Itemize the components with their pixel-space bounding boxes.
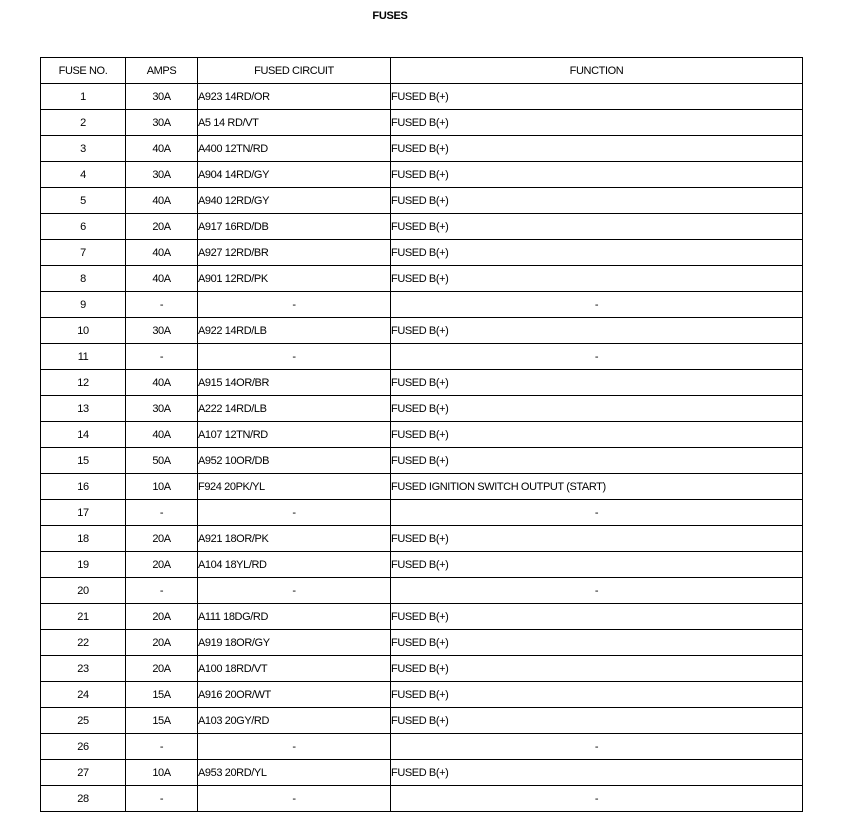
cell-fuse-no: 21 (41, 604, 126, 630)
cell-amps: 40A (126, 240, 198, 266)
cell-function: - (391, 500, 803, 526)
cell-fused-circuit: - (198, 292, 391, 318)
cell-function: FUSED B(+) (391, 110, 803, 136)
cell-fuse-no: 15 (41, 448, 126, 474)
table-body (41, 84, 803, 812)
cell-function: FUSED B(+) (391, 630, 803, 656)
cell-fuse-no: 7 (41, 240, 126, 266)
cell-function: FUSED B(+) (391, 708, 803, 734)
cell-amps: - (126, 578, 198, 604)
cell-fused-circuit: A901 12RD/PK (198, 266, 391, 292)
cell-function: FUSED B(+) (391, 214, 803, 240)
cell-fused-circuit: A927 12RD/BR (198, 240, 391, 266)
cell-fused-circuit: A915 14OR/BR (198, 370, 391, 396)
cell-fused-circuit: - (198, 500, 391, 526)
cell-fuse-no: 24 (41, 682, 126, 708)
cell-fuse-no: 14 (41, 422, 126, 448)
cell-amps: - (126, 786, 198, 812)
cell-fuse-no: 11 (41, 344, 126, 370)
cell-function: FUSED B(+) (391, 240, 803, 266)
cell-fused-circuit: A222 14RD/LB (198, 396, 391, 422)
cell-amps: - (126, 500, 198, 526)
header-fused-circuit: FUSED CIRCUIT (198, 58, 391, 84)
cell-fused-circuit: A103 20GY/RD (198, 708, 391, 734)
cell-amps: - (126, 344, 198, 370)
cell-fused-circuit: A100 18RD/VT (198, 656, 391, 682)
cell-fused-circuit: A104 18YL/RD (198, 552, 391, 578)
table-row (41, 734, 803, 760)
cell-fuse-no: 1 (41, 84, 126, 110)
cell-fuse-no: 13 (41, 396, 126, 422)
cell-fused-circuit: A953 20RD/YL (198, 760, 391, 786)
cell-function: FUSED B(+) (391, 682, 803, 708)
table-row (41, 110, 803, 136)
cell-amps: 10A (126, 474, 198, 500)
table-row (41, 500, 803, 526)
cell-fuse-no: 25 (41, 708, 126, 734)
table-row (41, 344, 803, 370)
cell-amps: 15A (126, 708, 198, 734)
table-row (41, 786, 803, 812)
cell-fuse-no: 6 (41, 214, 126, 240)
table-row (41, 760, 803, 786)
cell-fuse-no: 3 (41, 136, 126, 162)
cell-fuse-no: 23 (41, 656, 126, 682)
table-row (41, 630, 803, 656)
cell-function: FUSED B(+) (391, 318, 803, 344)
cell-fused-circuit: A921 18OR/PK (198, 526, 391, 552)
cell-function: - (391, 344, 803, 370)
header-function: FUNCTION (391, 58, 803, 84)
table-row (41, 682, 803, 708)
table-row (41, 474, 803, 500)
cell-function: - (391, 734, 803, 760)
cell-fuse-no: 4 (41, 162, 126, 188)
cell-amps: 30A (126, 110, 198, 136)
cell-fused-circuit: A5 14 RD/VT (198, 110, 391, 136)
cell-fused-circuit: - (198, 734, 391, 760)
table-row (41, 292, 803, 318)
cell-function: FUSED B(+) (391, 188, 803, 214)
cell-fused-circuit: A111 18DG/RD (198, 604, 391, 630)
cell-fuse-no: 28 (41, 786, 126, 812)
cell-amps: 20A (126, 656, 198, 682)
cell-amps: 15A (126, 682, 198, 708)
cell-function: FUSED IGNITION SWITCH OUTPUT (START) (391, 474, 803, 500)
table-row (41, 708, 803, 734)
table-row (41, 266, 803, 292)
table-row (41, 318, 803, 344)
cell-fused-circuit: A400 12TN/RD (198, 136, 391, 162)
cell-function: - (391, 786, 803, 812)
cell-function: FUSED B(+) (391, 396, 803, 422)
table-row (41, 162, 803, 188)
cell-function: FUSED B(+) (391, 266, 803, 292)
cell-fuse-no: 16 (41, 474, 126, 500)
cell-amps: 30A (126, 318, 198, 344)
cell-function: FUSED B(+) (391, 526, 803, 552)
cell-fused-circuit: A916 20OR/WT (198, 682, 391, 708)
table-row (41, 136, 803, 162)
cell-fuse-no: 10 (41, 318, 126, 344)
cell-amps: 20A (126, 630, 198, 656)
cell-fused-circuit: - (198, 578, 391, 604)
table-row (41, 448, 803, 474)
cell-fused-circuit: F924 20PK/YL (198, 474, 391, 500)
cell-amps: 20A (126, 214, 198, 240)
cell-function: FUSED B(+) (391, 370, 803, 396)
cell-fused-circuit: A923 14RD/OR (198, 84, 391, 110)
cell-fuse-no: 2 (41, 110, 126, 136)
cell-fuse-no: 27 (41, 760, 126, 786)
cell-fused-circuit: A917 16RD/DB (198, 214, 391, 240)
cell-amps: 20A (126, 604, 198, 630)
cell-fuse-no: 19 (41, 552, 126, 578)
table-row (41, 396, 803, 422)
header-fuse-no: FUSE NO. (41, 58, 126, 84)
cell-amps: - (126, 292, 198, 318)
cell-amps: 40A (126, 370, 198, 396)
cell-amps: 30A (126, 84, 198, 110)
cell-function: FUSED B(+) (391, 448, 803, 474)
cell-fused-circuit: A952 10OR/DB (198, 448, 391, 474)
table-row (41, 188, 803, 214)
cell-fuse-no: 9 (41, 292, 126, 318)
table-row (41, 526, 803, 552)
cell-fused-circuit: - (198, 786, 391, 812)
cell-fused-circuit: A919 18OR/GY (198, 630, 391, 656)
table-header-row (41, 58, 803, 84)
cell-amps: 20A (126, 552, 198, 578)
header-amps: AMPS (126, 58, 198, 84)
cell-function: - (391, 292, 803, 318)
cell-fused-circuit: A922 14RD/LB (198, 318, 391, 344)
cell-amps: 40A (126, 136, 198, 162)
table-row (41, 578, 803, 604)
cell-amps: 40A (126, 266, 198, 292)
cell-function: FUSED B(+) (391, 422, 803, 448)
cell-fuse-no: 18 (41, 526, 126, 552)
cell-fuse-no: 5 (41, 188, 126, 214)
cell-amps: 10A (126, 760, 198, 786)
cell-fuse-no: 20 (41, 578, 126, 604)
table-row (41, 84, 803, 110)
cell-fused-circuit: A107 12TN/RD (198, 422, 391, 448)
cell-fuse-no: 22 (41, 630, 126, 656)
cell-amps: 30A (126, 162, 198, 188)
cell-fused-circuit: A904 14RD/GY (198, 162, 391, 188)
cell-amps: 50A (126, 448, 198, 474)
cell-amps: 40A (126, 188, 198, 214)
cell-function: FUSED B(+) (391, 136, 803, 162)
cell-fused-circuit: A940 12RD/GY (198, 188, 391, 214)
cell-amps: 20A (126, 526, 198, 552)
table-row (41, 552, 803, 578)
cell-fuse-no: 17 (41, 500, 126, 526)
cell-amps: 30A (126, 396, 198, 422)
table-row (41, 656, 803, 682)
cell-fuse-no: 12 (41, 370, 126, 396)
cell-fuse-no: 26 (41, 734, 126, 760)
cell-amps: 40A (126, 422, 198, 448)
cell-function: FUSED B(+) (391, 656, 803, 682)
table-row (41, 240, 803, 266)
cell-function: FUSED B(+) (391, 84, 803, 110)
cell-function: FUSED B(+) (391, 162, 803, 188)
cell-function: FUSED B(+) (391, 760, 803, 786)
table-row (41, 422, 803, 448)
cell-function: FUSED B(+) (391, 604, 803, 630)
page-title: FUSES (372, 10, 408, 22)
cell-function: FUSED B(+) (391, 552, 803, 578)
cell-fuse-no: 8 (41, 266, 126, 292)
cell-function: - (391, 578, 803, 604)
table-row (41, 214, 803, 240)
cell-amps: - (126, 734, 198, 760)
table-row (41, 604, 803, 630)
table-row (41, 370, 803, 396)
cell-fused-circuit: - (198, 344, 391, 370)
fuse-table (40, 57, 803, 812)
